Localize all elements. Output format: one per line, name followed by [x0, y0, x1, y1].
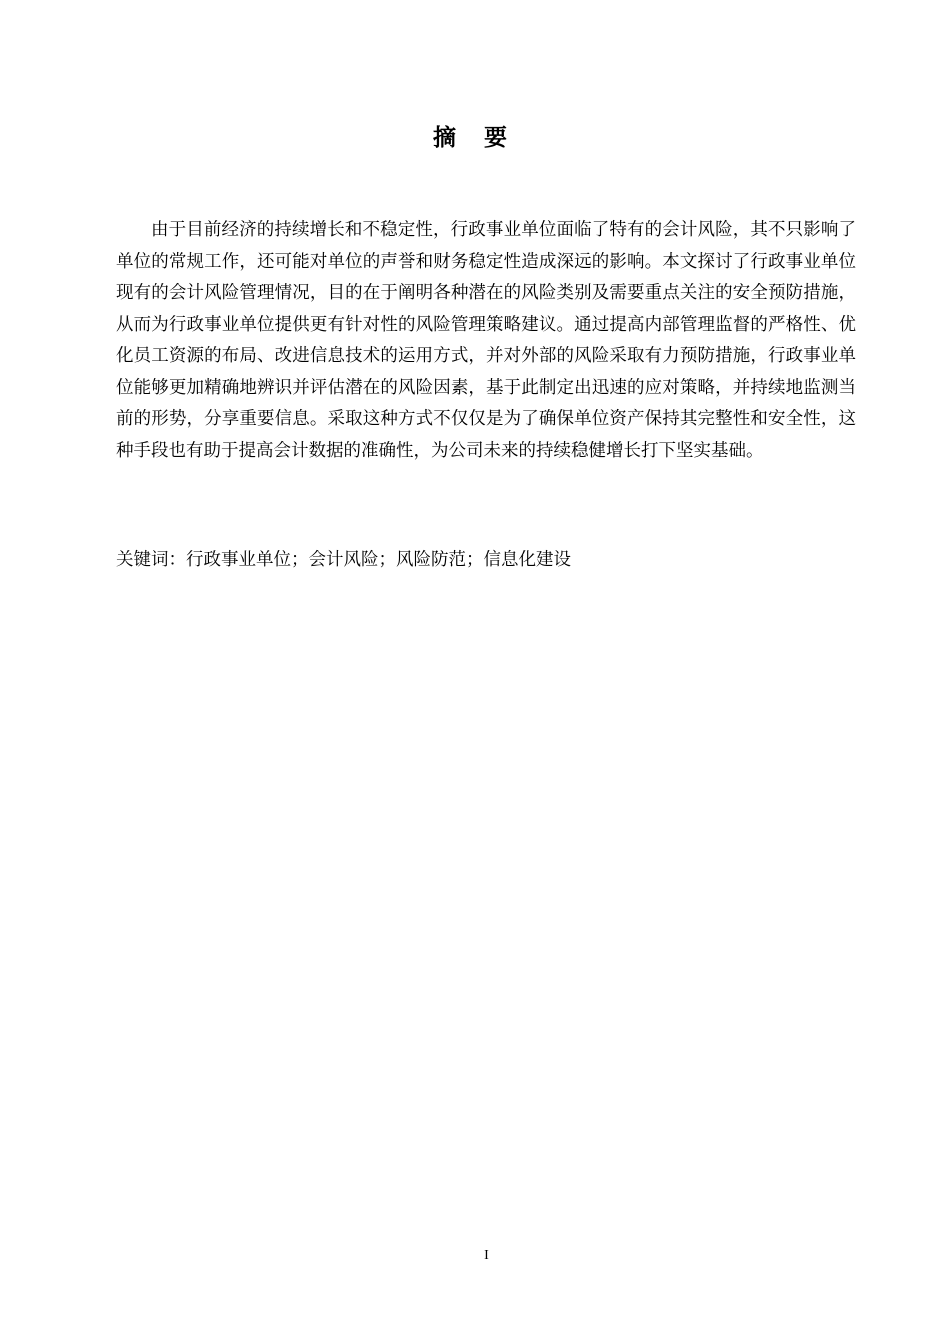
keywords-label: 关键词：	[116, 550, 186, 570]
page-number: I	[484, 1248, 489, 1263]
abstract-body: 由于目前经济的持续增长和不稳定性，行政事业单位面临了特有的会计风险，其不只影响了单位的常规工作，还可能对单位的声誉和财务稳定性造成深远的影响。本文探讨了行政事业单位现有的会计风险管理情况，目的在于阐明各种潜在的风险类别及需要重点关注的安全预防措施，从而为行政事业单位提供更有针对性的风险管理策略建议。通过提高内部管理监督的严格性、优化员工资源的布局、改进信息技术的运用方式，并对外部的风险采取有力预防措施，行政事业单位能够更加精确地辨识并评估潜在的风险因素，基于此制定出迅速的应对策略，并持续地监测当前的形势，分享重要信息。采取这种方式不仅仅是为了确保单位资产保持其完整性和安全性，这种手段也有助于提高会计数据的准确性，为公司未来的持续稳健增长打下坚实基础。	[116, 220, 856, 461]
keywords-text: 行政事业单位；会计风险；风险防范；信息化建设	[186, 550, 571, 570]
abstract-title: 摘要	[433, 125, 535, 151]
keywords-line	[116, 545, 856, 577]
